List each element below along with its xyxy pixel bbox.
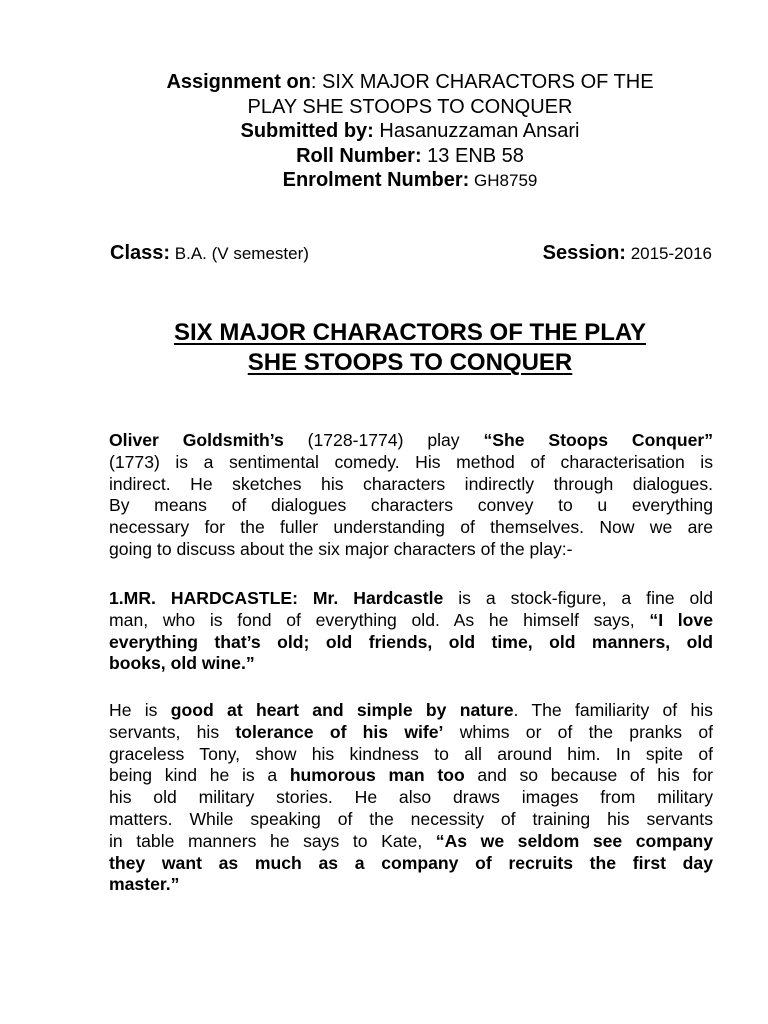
roll-value: 13 ENB 58 (421, 144, 524, 167)
bold-span: master.” (109, 874, 180, 895)
text-line: (1773) is a sentimental comedy. His method of characterisation is (109, 451, 713, 472)
text-line: matters. While speaking of the necessity of training his servants (109, 808, 713, 829)
text-line: indirect. He sketches his characters indirectly through dialogues. (109, 473, 713, 494)
text-line (109, 588, 713, 610)
text-line (109, 853, 713, 875)
text-span: (1728-1774) play (283, 430, 484, 450)
text-span: He is (109, 700, 171, 720)
text-span: . The familiarity of his (513, 700, 713, 720)
submitted-by-line (100, 119, 720, 144)
text-line (109, 653, 713, 675)
text-span: and so because of his for (464, 765, 713, 786)
session-value: 2015-2016 (625, 244, 712, 263)
bold-span: tolerance of his wife’ (235, 721, 444, 742)
text-line: necessary for the fuller understanding of themselves. Now we are (109, 517, 713, 538)
bold-span: Oliver Goldsmith’s (109, 430, 284, 450)
assignment-title-line1: SIX MAJOR CHARACTORS OF THE (316, 71, 654, 93)
bold-span: everything that’s old; old friends, old time, old manners, old (109, 631, 713, 652)
bold-span: humorous man too (289, 765, 465, 786)
text-span: in table manners he says to Kate, (109, 830, 436, 851)
bold-span: they want as much as a company of recruits the first day (109, 852, 713, 873)
class-session-row (110, 241, 712, 265)
bold-span: “As we seldom see company (435, 830, 714, 851)
submitted-value: Hasanuzzaman Ansari (373, 120, 580, 142)
class-info (110, 241, 309, 266)
bold-span: “She Stoops Conquer” (483, 430, 713, 450)
text-line (109, 722, 713, 744)
text-line: going to discuss about the six major characters of the play:- (109, 538, 573, 559)
class-value: B.A. (V semester) (170, 244, 309, 263)
text-line (109, 632, 713, 654)
bold-span: good at heart and simple by nature (170, 700, 514, 720)
class-label: Class: (110, 242, 171, 264)
assignment-title-line2: PLAY SHE STOOPS TO CONQUER (247, 95, 573, 118)
text-line (109, 610, 713, 632)
text-line: By means of dialogues characters convey to u everything (109, 495, 713, 516)
text-span: servants, his (109, 721, 236, 742)
intro-paragraph (109, 430, 713, 561)
text-line (109, 874, 713, 896)
hardcastle-detail-paragraph (109, 700, 713, 896)
session-info (543, 241, 712, 266)
text-span: being kind he is a (109, 765, 290, 786)
document-title (100, 318, 720, 378)
assignment-line (100, 70, 720, 95)
text-span: is a stock-figure, a fine old (443, 588, 713, 608)
title-line2: SHE STOOPS TO CONQUER (247, 349, 573, 376)
enrolment-label: Enrolment Number: (282, 169, 470, 191)
assignment-label: Assignment on (166, 71, 311, 93)
text-line (109, 765, 713, 787)
enrolment-value: GH8759 (469, 171, 538, 190)
text-span: man, who is fond of everything old. As he himself says, (109, 609, 650, 630)
session-label: Session: (542, 242, 626, 264)
enrolment-line (100, 168, 720, 194)
assignment-header (100, 70, 720, 194)
hardcastle-paragraph (109, 588, 713, 675)
text-line (109, 430, 713, 452)
text-line (109, 831, 713, 853)
text-line: his old military stories. He also draws images from military (109, 787, 713, 808)
bold-span: “I love (649, 609, 713, 630)
text-line: graceless Tony, show his kindness to all around him. In spite of (109, 743, 713, 764)
roll-label: Roll Number: (296, 144, 422, 167)
text-line (109, 700, 713, 722)
title-line1: SIX MAJOR CHARACTORS OF THE PLAY (173, 319, 647, 346)
assignment-colon: : (310, 71, 317, 93)
bold-span: 1.MR. HARDCASTLE: Mr. Hardcastle (109, 588, 444, 608)
submitted-label: Submitted by: (240, 120, 374, 142)
bold-span: books, old wine.” (109, 653, 255, 674)
text-span: whims or of the pranks of (443, 721, 714, 742)
roll-number-line (100, 144, 720, 169)
